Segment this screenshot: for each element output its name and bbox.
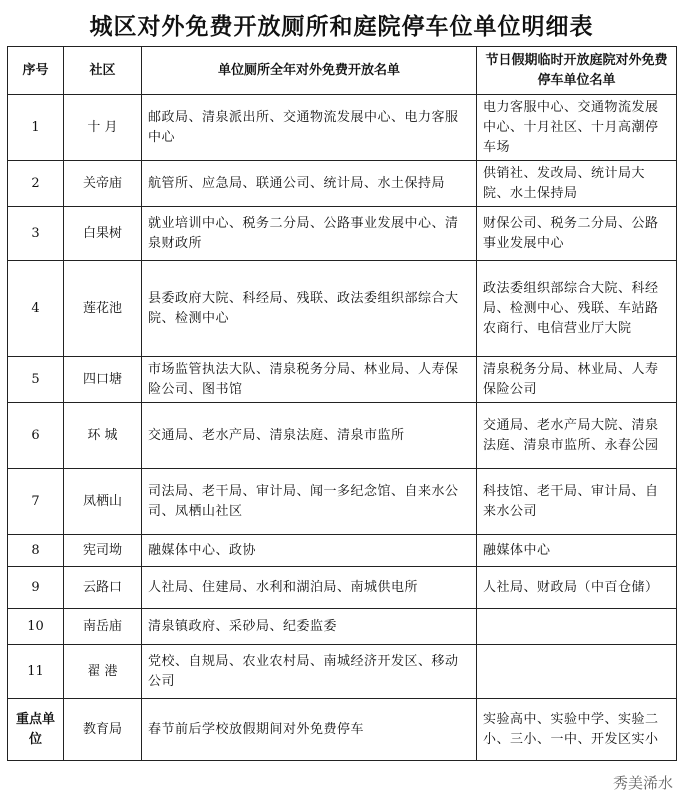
table-row <box>8 535 677 567</box>
table-row <box>8 699 677 761</box>
row-seq: 7 <box>8 469 64 535</box>
row-seq: 2 <box>8 161 64 207</box>
table-row <box>8 469 677 535</box>
header-parking: 节日假期临时开放庭院对外免费停车单位名单 <box>477 47 677 95</box>
row-toilets: 邮政局、清泉派出所、交通物流发展中心、电力客服中心 <box>142 95 477 161</box>
table-row <box>8 567 677 609</box>
row-parking: 清泉税务分局、林业局、人寿保险公司 <box>477 357 677 403</box>
row-parking <box>477 645 677 699</box>
row-community: 翟 港 <box>64 645 142 699</box>
row-toilets: 交通局、老水产局、清泉法庭、清泉市监所 <box>142 403 477 469</box>
row-toilets: 市场监管执法大队、清泉税务分局、林业局、人寿保险公司、图书馆 <box>142 357 477 403</box>
row-toilets: 融媒体中心、政协 <box>142 535 477 567</box>
table-row <box>8 645 677 699</box>
row-seq: 10 <box>8 609 64 645</box>
row-toilets: 县委政府大院、科经局、残联、政法委组织部综合大院、检测中心 <box>142 261 477 357</box>
row-seq: 8 <box>8 535 64 567</box>
row-toilets: 就业培训中心、税务二分局、公路事业发展中心、清泉财政所 <box>142 207 477 261</box>
row-community: 关帝庙 <box>64 161 142 207</box>
row-community: 宪司坳 <box>64 535 142 567</box>
row-toilets: 航管所、应急局、联通公司、统计局、水土保持局 <box>142 161 477 207</box>
row-seq: 3 <box>8 207 64 261</box>
table-row <box>8 161 677 207</box>
row-seq: 5 <box>8 357 64 403</box>
row-seq: 9 <box>8 567 64 609</box>
row-seq: 11 <box>8 645 64 699</box>
table-row <box>8 207 677 261</box>
row-parking: 政法委组织部综合大院、科经局、检测中心、残联、车站路农商行、电信营业厅大院 <box>477 261 677 357</box>
detail-table <box>7 46 677 761</box>
row-toilets: 司法局、老干局、审计局、闻一多纪念馆、自来水公司、凤栖山社区 <box>142 469 477 535</box>
row-seq: 重点单位 <box>8 699 64 761</box>
row-community: 十 月 <box>64 95 142 161</box>
row-community: 教育局 <box>64 699 142 761</box>
table-row <box>8 95 677 161</box>
row-parking: 财保公司、税务二分局、公路事业发展中心 <box>477 207 677 261</box>
row-parking: 电力客服中心、交通物流发展中心、十月社区、十月高潮停车场 <box>477 95 677 161</box>
header-toilets: 单位厕所全年对外免费开放名单 <box>142 47 477 95</box>
row-parking <box>477 609 677 645</box>
header-community: 社区 <box>64 47 142 95</box>
row-community: 云路口 <box>64 567 142 609</box>
row-toilets: 党校、自规局、农业农村局、南城经济开发区、移动公司 <box>142 645 477 699</box>
row-toilets: 清泉镇政府、采砂局、纪委监委 <box>142 609 477 645</box>
header-seq: 序号 <box>8 47 64 95</box>
row-community: 凤栖山 <box>64 469 142 535</box>
row-community: 四口塘 <box>64 357 142 403</box>
row-toilets: 人社局、住建局、水利和湖泊局、南城供电所 <box>142 567 477 609</box>
row-seq: 6 <box>8 403 64 469</box>
row-parking: 人社局、财政局（中百仓储） <box>477 567 677 609</box>
row-seq: 4 <box>8 261 64 357</box>
page-title: 城区对外免费开放厕所和庭院停车位单位明细表 <box>89 14 594 40</box>
row-parking: 科技馆、老干局、审计局、自来水公司 <box>477 469 677 535</box>
row-community: 白果树 <box>64 207 142 261</box>
row-toilets: 春节前后学校放假期间对外免费停车 <box>142 699 477 761</box>
table-row <box>8 609 677 645</box>
row-parking: 交通局、老水产局大院、清泉法庭、清泉市监所、永春公园 <box>477 403 677 469</box>
row-parking: 实验高中、实验中学、实验二小、三小、一中、开发区实小 <box>477 699 677 761</box>
row-seq: 1 <box>8 95 64 161</box>
table-row <box>8 261 677 357</box>
watermark: 秀美浠水 <box>612 774 673 792</box>
table-row <box>8 403 677 469</box>
row-community: 莲花池 <box>64 261 142 357</box>
row-community: 南岳庙 <box>64 609 142 645</box>
table-row <box>8 357 677 403</box>
row-community: 环 城 <box>64 403 142 469</box>
row-parking: 融媒体中心 <box>477 535 677 567</box>
row-parking: 供销社、发改局、统计局大院、水土保持局 <box>477 161 677 207</box>
